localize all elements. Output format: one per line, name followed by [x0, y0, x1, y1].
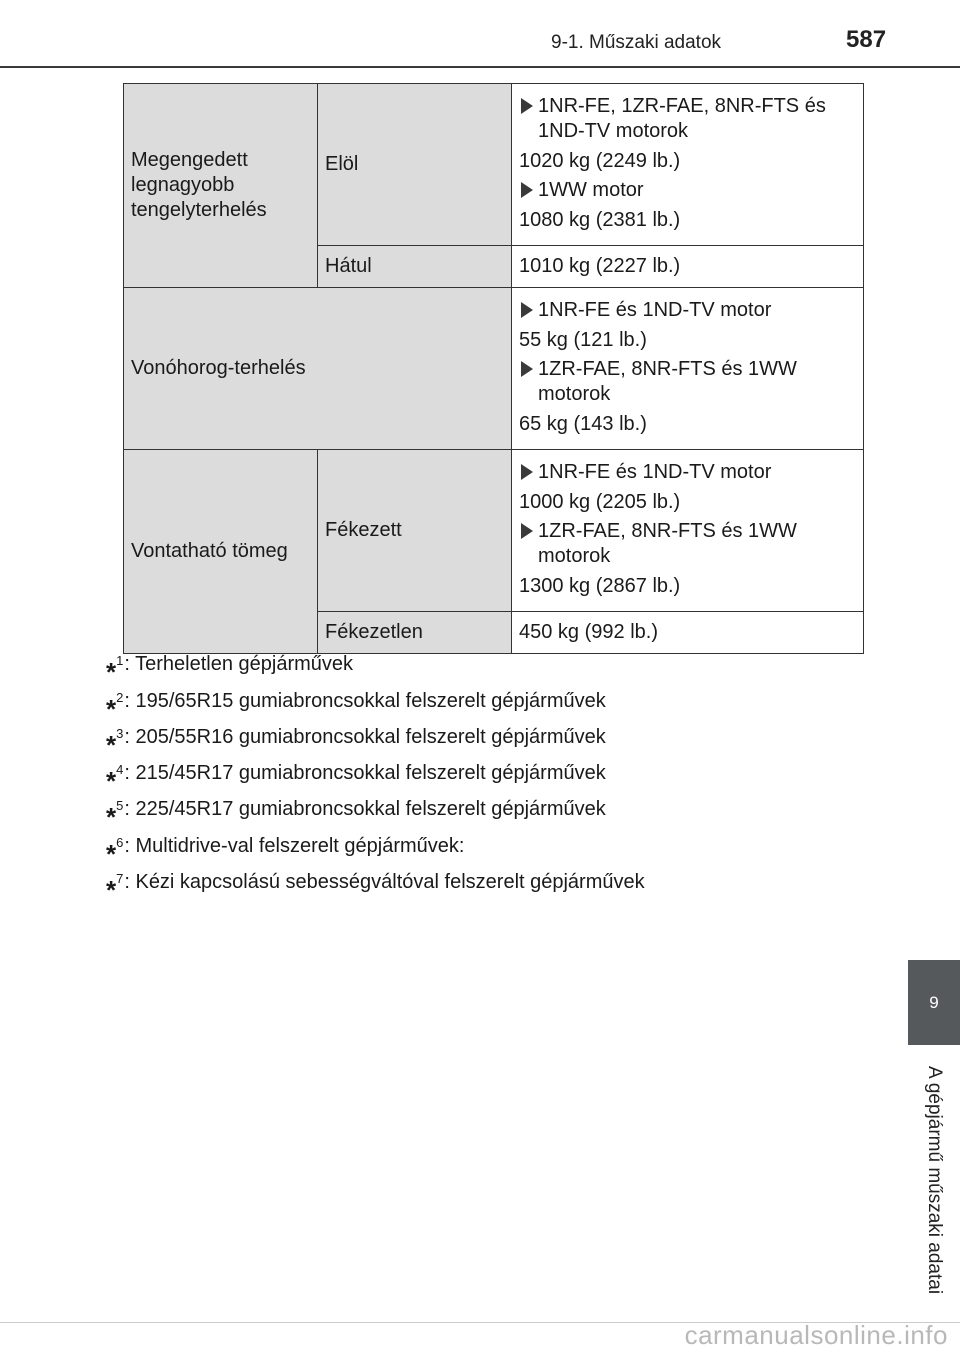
rear-value: 1010 kg (2227 lb.) [512, 246, 864, 288]
triangle-bullet-icon [521, 98, 533, 114]
front-bullet-1: 1NR-FE, 1ZR-FAE, 8NR-FTS és 1ND-TV motorok [538, 95, 826, 142]
unbraked-value: 450 kg (992 lb.) [512, 612, 864, 654]
tow-values [512, 288, 864, 450]
footnote [106, 858, 645, 906]
list-item [519, 178, 856, 203]
braked-label: Fékezett [318, 450, 512, 612]
footnote-mark: * [106, 729, 117, 760]
footnote-number: 3 [116, 725, 124, 741]
unbraked-label: Fékezetlen [318, 612, 512, 654]
spec-table [123, 83, 864, 654]
list-item [519, 519, 856, 569]
footnote-number: 1 [116, 653, 124, 669]
braked-value-2: 1300 kg (2867 lb.) [519, 575, 681, 597]
triangle-bullet-icon [521, 361, 533, 377]
footnote-text: : Terheletlen gépjárművek [124, 653, 354, 676]
footnote-mark: * [106, 766, 117, 797]
table-row [124, 450, 864, 612]
axle-load-label: Megengedett legnagyobb tengelyterhelés [124, 84, 318, 288]
footnote [106, 821, 645, 869]
footnote [106, 640, 645, 688]
front-value-2: 1080 kg (2381 lb.) [519, 209, 681, 231]
front-value-1: 1020 kg (2249 lb.) [519, 150, 681, 172]
tow-load-label: Vonóhorog-terhelés [124, 288, 512, 450]
rear-label: Hátul [318, 246, 512, 288]
front-bullet-2: 1WW motor [538, 179, 644, 201]
footnote-number: 6 [116, 834, 124, 850]
footnote-number: 5 [116, 798, 124, 814]
footnote-number: 4 [116, 762, 124, 778]
table-row [124, 288, 864, 450]
list-item [519, 94, 856, 144]
tow-bullet-2: 1ZR-FAE, 8NR-FTS és 1WW motorok [538, 358, 797, 405]
chapter-title: A gépjármű műszaki adatai [924, 1065, 945, 1295]
footnote-text: : 205/55R16 gumiabroncsokkal felszerelt gépjárművek [124, 725, 606, 748]
footnote-mark: * [106, 802, 117, 833]
footnotes [106, 640, 645, 906]
footnote-text: : Multidrive-val felszerelt gépjárművek: [124, 834, 465, 857]
list-item [519, 357, 856, 407]
footnote-text: : Kézi kapcsolású sebességváltóval felszerelt gépjárművek [124, 871, 645, 894]
page-number: 587 [846, 26, 887, 53]
footnote-text: : 195/65R15 gumiabroncsokkal felszerelt gépjárművek [124, 689, 606, 712]
triangle-bullet-icon [521, 464, 533, 480]
front-values [512, 84, 864, 246]
footnote [106, 749, 645, 797]
watermark: carmanualsonline.info [684, 1320, 948, 1350]
tow-bullet-1: 1NR-FE és 1ND-TV motor [538, 299, 772, 321]
footnote [106, 785, 645, 833]
footnote-mark: * [106, 693, 117, 724]
chapter-number: 9 [929, 992, 939, 1012]
tow-value-1: 55 kg (121 lb.) [519, 329, 647, 351]
triangle-bullet-icon [521, 523, 533, 539]
footnote-mark: * [106, 657, 117, 688]
triangle-bullet-icon [521, 182, 533, 198]
tow-value-2: 65 kg (143 lb.) [519, 413, 647, 435]
front-label: Elöl [318, 84, 512, 246]
list-item [519, 460, 856, 485]
section-title: 9-1. Műszaki adatok [551, 32, 722, 53]
chapter-tab [908, 960, 960, 1045]
towable-mass-label: Vontatható tömeg [124, 450, 318, 654]
list-item [519, 298, 856, 323]
footnote-mark: * [106, 838, 117, 869]
triangle-bullet-icon [521, 302, 533, 318]
footnote [106, 713, 645, 760]
footnote-number: 7 [116, 871, 124, 887]
braked-value-1: 1000 kg (2205 lb.) [519, 491, 681, 513]
braked-values [512, 450, 864, 612]
braked-bullet-2: 1ZR-FAE, 8NR-FTS és 1WW motorok [538, 520, 797, 567]
footnote-text: : 225/45R17 gumiabroncsokkal felszerelt gépjárművek [124, 798, 606, 821]
table-row [124, 84, 864, 246]
footnote [106, 676, 645, 724]
footnote-mark: * [106, 875, 117, 906]
footnote-text: : 215/45R17 gumiabroncsokkal felszerelt gépjárművek [124, 762, 606, 785]
footnote-number: 2 [116, 689, 124, 705]
header-divider [0, 66, 960, 68]
braked-bullet-1: 1NR-FE és 1ND-TV motor [538, 461, 772, 483]
